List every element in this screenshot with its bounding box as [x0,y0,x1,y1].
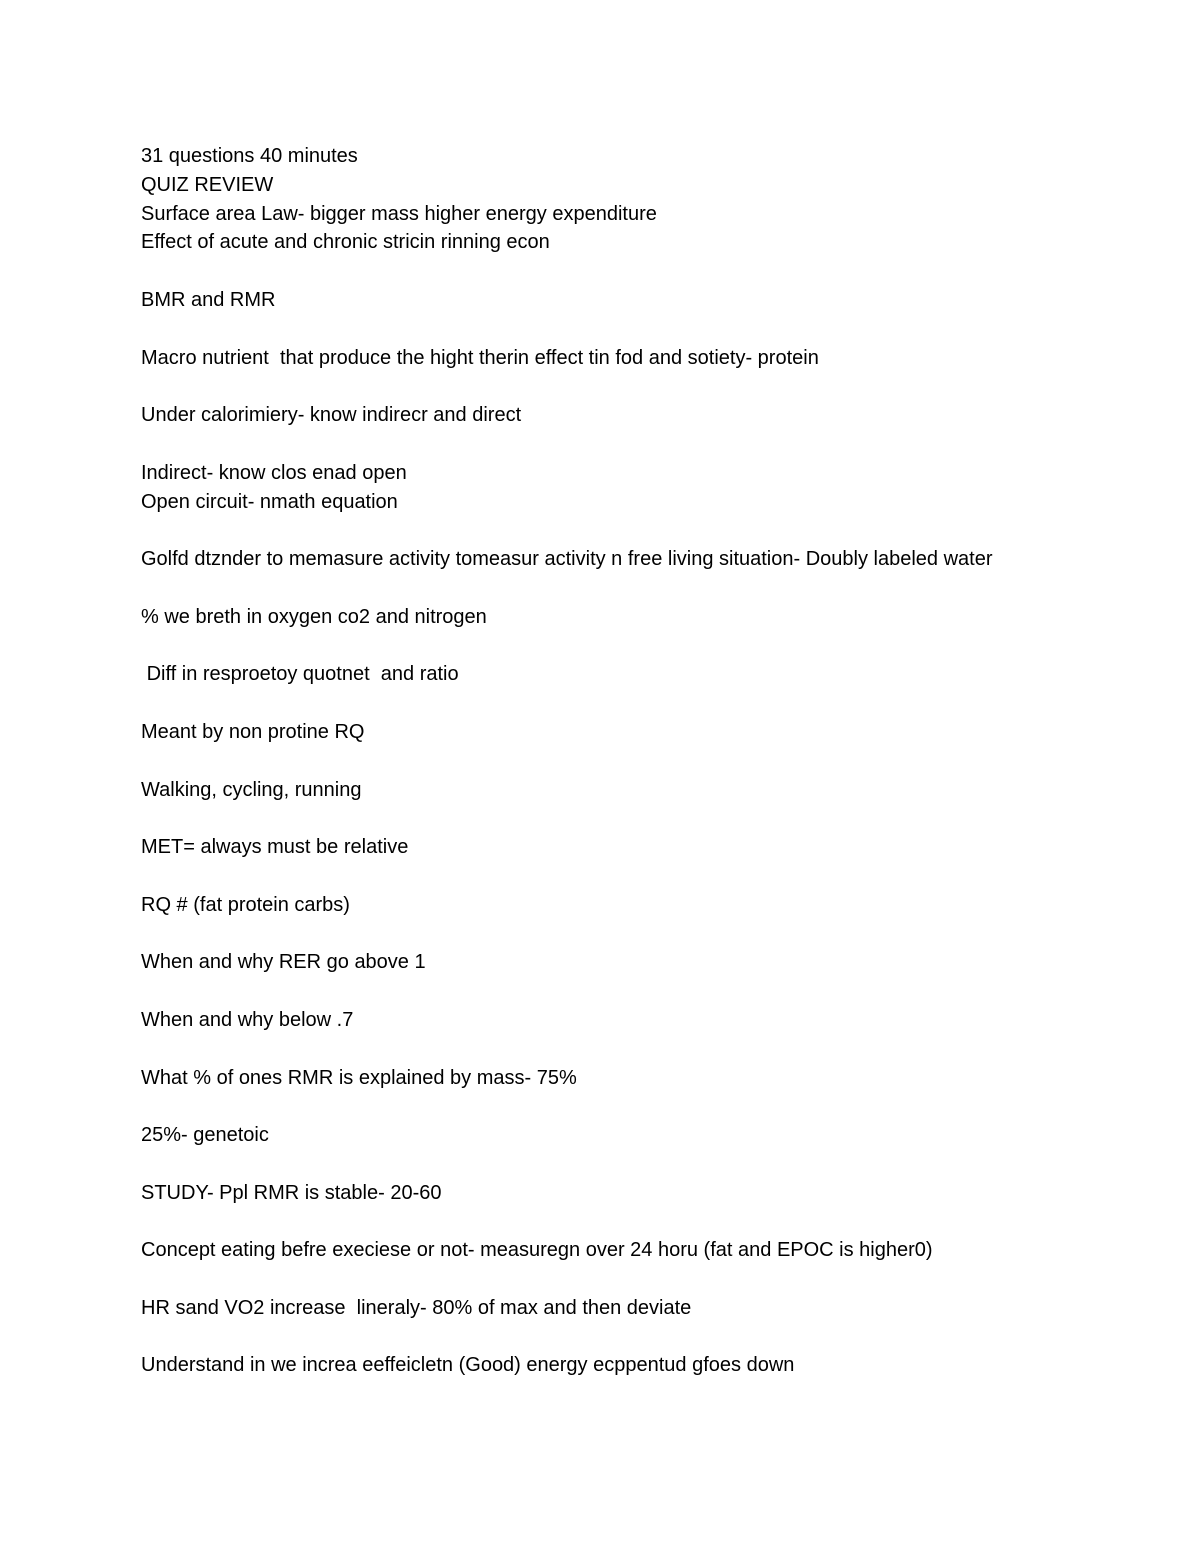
blank-line [141,977,1041,1006]
blank-line [141,1207,1041,1236]
blank-line [141,747,1041,776]
blank-line [141,1323,1041,1352]
blank-line [141,1035,1041,1064]
text-line: Indirect- know clos enad open [141,461,407,484]
text-line: What % of ones RMR is explained by mass- 75% [141,1066,577,1089]
blank-line [141,689,1041,718]
text-line: HR sand VO2 increase lineraly- 80% of max and then deviate [141,1296,692,1319]
text-line: When and why RER go above 1 [141,951,426,974]
text-line: Diff in resproetoy quotnet and ratio [141,663,459,686]
blank-line [141,862,1041,891]
text-line: Concept eating befre execiese or not- measuregn over 24 horu (fat and EPOC is higher0) [141,1239,933,1262]
text-line: BMR and RMR [141,288,276,311]
blank-line [141,257,1041,286]
blank-line [141,804,1041,833]
blank-line [141,574,1041,603]
text-line: Macro nutrient that produce the hight therin effect tin fod and sotiety- protein [141,346,819,369]
text-line: Meant by non protine RQ [141,720,365,743]
text-line: 31 questions 40 minutes [141,145,358,167]
text-line: STUDY- Ppl RMR is stable- 20-60 [141,1181,442,1204]
text-line: Understand in we increa eeffeicletn (Good) energy ecppentud gfoes down [141,1354,795,1377]
text-line: Effect of acute and chronic stricin rinning econ [141,231,550,254]
text-line: Under calorimiery- know indirecr and direct [141,404,522,427]
blank-line [141,315,1041,344]
text-line: Open circuit- nmath equation [141,490,398,513]
text-line: Walking, cycling, running [141,778,362,801]
blank-line [141,1150,1041,1179]
text-line: QUIZ REVIEW [141,173,274,196]
text-line: 25%- genetoic [141,1124,269,1147]
text-line: When and why below .7 [141,1008,354,1031]
text-line: Golfd dtznder to memasure activity tomeasur activity n free living situation- Doubly labeled water [141,548,993,571]
text-line: Surface area Law- bigger mass higher energy expenditure [141,202,657,225]
blank-line [141,1265,1041,1294]
text-line: % we breth in oxygen co2 and nitrogen [141,605,487,628]
blank-line [141,372,1041,401]
quiz-review-notes [141,142,1041,1380]
blank-line [141,1092,1041,1121]
blank-line [141,430,1041,459]
text-line: RQ # (fat protein carbs) [141,893,350,916]
blank-line [141,632,1041,661]
text-line: MET= always must be relative [141,836,409,859]
blank-line [141,920,1041,949]
blank-line [141,516,1041,545]
